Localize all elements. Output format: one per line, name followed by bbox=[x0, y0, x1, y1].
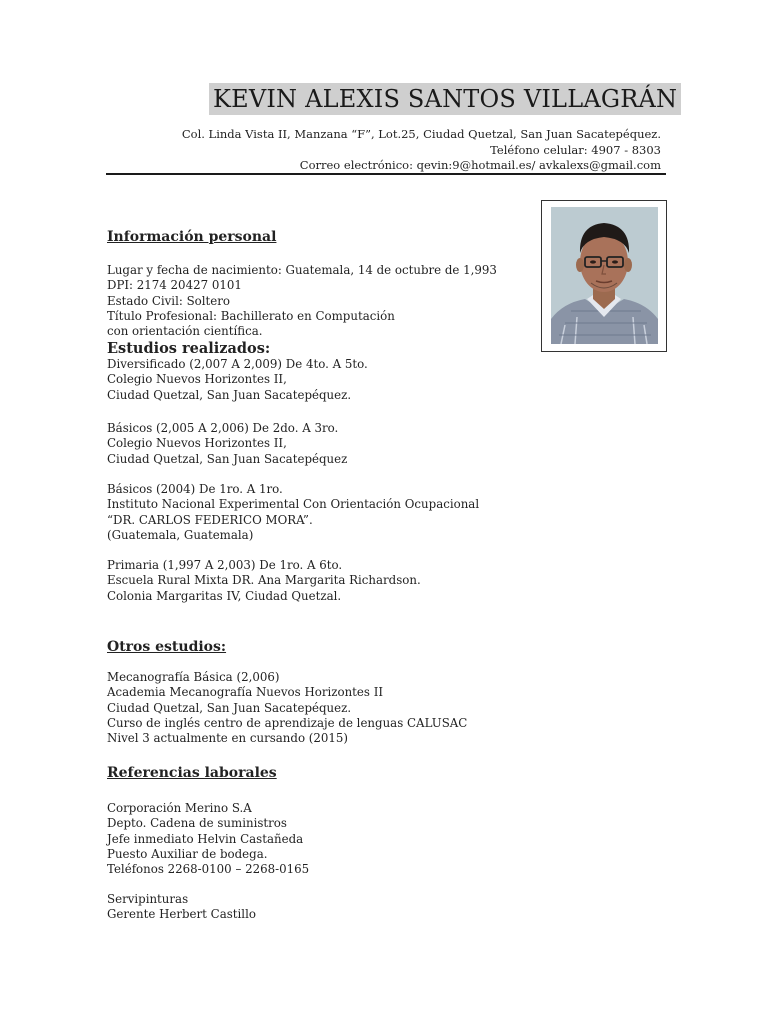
reference-line: Puesto Auxiliar de bodega. bbox=[107, 846, 268, 861]
reference-line: Teléfonos 2268-0100 – 2268-0165 bbox=[107, 862, 310, 877]
studies-group-3 bbox=[107, 482, 479, 543]
study-line: “DR. CARLOS FEDERICO MORA”. bbox=[107, 512, 313, 527]
other-studies-block bbox=[107, 670, 467, 746]
candidate-name: KEVIN ALEXIS SANTOS VILLAGRÁN bbox=[209, 83, 681, 115]
other-studies-heading: Otros estudios: bbox=[107, 639, 227, 655]
birth-line: Lugar y fecha de nacimiento: Guatemala, 14 de octubre de 1,993 bbox=[107, 263, 497, 277]
study-line: Escuela Rural Mixta DR. Ana Margarita Richardson. bbox=[107, 573, 421, 588]
work-references-heading: Referencias laborales bbox=[107, 765, 277, 781]
personal-info-heading: Información personal bbox=[107, 229, 277, 245]
reference-group-2 bbox=[107, 892, 256, 923]
dpi-line: DPI: 2174 20427 0101 bbox=[107, 278, 242, 293]
profile-photo-frame bbox=[541, 200, 667, 352]
study-line: Ciudad Quetzal, San Juan Sacatepéquez. bbox=[107, 387, 352, 402]
reference-line: Jefe inmediato Helvin Castañeda bbox=[107, 831, 304, 846]
other-study-line: Mecanografía Básica (2,006) bbox=[107, 670, 280, 684]
email-line: Correo electrónico: qevin:9@hotmail.es/ avkalexs@gmail.com bbox=[299, 158, 661, 172]
studies-group-1 bbox=[107, 357, 368, 403]
studies-group-4 bbox=[107, 558, 421, 604]
address-line: Col. Linda Vista II, Manzana “F”, Lot.25, Ciudad Quetzal, San Juan Sacatepéquez. bbox=[181, 127, 661, 141]
other-study-line: Academia Mecanografía Nuevos Horizontes II bbox=[107, 685, 384, 700]
phone-line: Teléfono celular: 4907 - 8303 bbox=[490, 142, 661, 157]
studies-group-2 bbox=[107, 421, 347, 467]
reference-line: Gerente Herbert Castillo bbox=[107, 907, 256, 922]
reference-group-1 bbox=[107, 801, 309, 877]
study-line: Básicos (2004) De 1ro. A 1ro. bbox=[107, 482, 283, 496]
portrait-image bbox=[551, 207, 658, 344]
civil-status-line: Estado Civil: Soltero bbox=[107, 293, 230, 308]
other-study-line: Curso de inglés centro de aprendizaje de lenguas CALUSAC bbox=[107, 715, 468, 730]
studies-heading: Estudios realizados: bbox=[107, 340, 271, 357]
study-line: (Guatemala, Guatemala) bbox=[107, 527, 254, 542]
reference-line: Depto. Cadena de suministros bbox=[107, 816, 287, 831]
reference-line: Servipinturas bbox=[107, 892, 189, 906]
study-line: Instituto Nacional Experimental Con Orientación Ocupacional bbox=[107, 497, 480, 512]
study-line: Básicos (2,005 A 2,006) De 2do. A 3ro. bbox=[107, 421, 339, 435]
contact-block bbox=[182, 127, 661, 174]
study-line: Colonia Margaritas IV, Ciudad Quetzal. bbox=[107, 588, 342, 603]
degree-orientation-line: con orientación científica. bbox=[107, 324, 263, 339]
reference-line: Corporación Merino S.A bbox=[107, 801, 252, 815]
study-line: Colegio Nuevos Horizontes II, bbox=[107, 372, 287, 387]
study-line: Ciudad Quetzal, San Juan Sacatepéquez bbox=[107, 451, 348, 466]
personal-info-block bbox=[107, 263, 497, 339]
degree-line: Título Profesional: Bachillerato en Computación bbox=[107, 308, 395, 323]
other-study-line: Ciudad Quetzal, San Juan Sacatepéquez. bbox=[107, 700, 352, 715]
study-line: Colegio Nuevos Horizontes II, bbox=[107, 436, 287, 451]
study-line: Diversificado (2,007 A 2,009) De 4to. A 5to. bbox=[107, 357, 368, 371]
header-divider bbox=[106, 173, 666, 175]
profile-photo bbox=[551, 207, 658, 344]
other-study-line: Nivel 3 actualmente en cursando (2015) bbox=[107, 731, 349, 746]
study-line: Primaria (1,997 A 2,003) De 1ro. A 6to. bbox=[107, 558, 343, 572]
